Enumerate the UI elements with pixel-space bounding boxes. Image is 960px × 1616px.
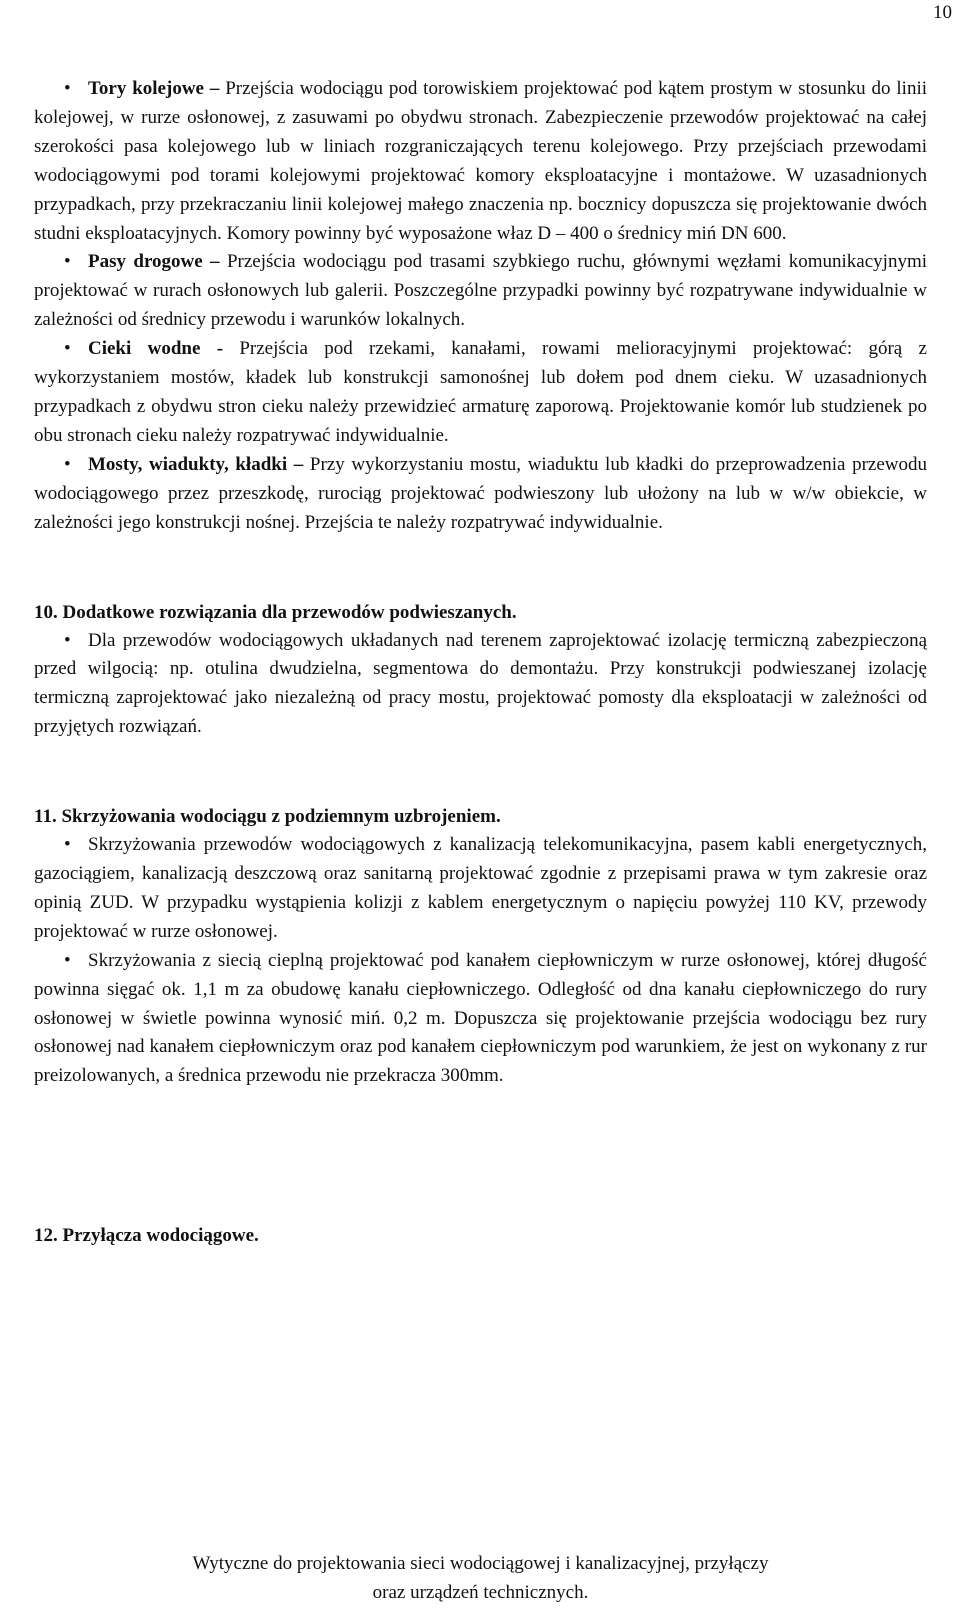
bullet-icon: • — [64, 453, 71, 475]
bullet-icon: • — [64, 78, 71, 99]
bullet-paragraph-10-1 — [34, 627, 927, 743]
bullet-paragraph-pasy — [34, 248, 927, 335]
lead-term: Mosty, wiadukty, kładki – — [88, 453, 310, 475]
footer — [34, 1549, 927, 1607]
section-heading-11: 11. Skrzyżowania wodociągu z podziemnym uzbrojeniem. — [34, 806, 501, 828]
section-heading-12: 12. Przyłącza wodociągowe. — [34, 1225, 259, 1247]
paragraph-text: Przejścia wodociągu pod torowiskiem projektować pod kątem prostym w stosunku do linii kolejowej, w rurze osłonowej, z zasuwami po obydwu stronach. Zabezpieczenie przewodów projektować na całej szerokości pasa kolejowego lub w liniach rozgraniczających terenu kolejowego. Przy przejściach przewodami wodociągowymi pod torami kolejowymi projektować komory eksploatacyjne i montażowe. W uzasadnionych przypadkach, przy przekraczaniu linii kolejowej małego znaczenia np. bocznicy dopuszcza się projektowanie dwóch studni eksploatacyjnych. Komory powinny być wyposażone właz D – 400 o średnicy miń DN 600. — [34, 78, 928, 244]
paragraph-text: Przy wykorzystaniu mostu, wiaduktu lub kładki do przeprowadzenia przewodu wodociągowego przez przeszkodę, rurociąg projektować podwieszony lub ułożony na lub w w/w obiekcie, w zależności jego konstrukcji nośnej. Przejścia te należy rozpatrywać indywidualnie. — [34, 453, 928, 533]
document-body — [34, 75, 927, 1250]
lead-term: Tory kolejowe – — [88, 78, 226, 99]
bullet-paragraph-11-2 — [34, 947, 927, 1092]
bullet-icon: • — [64, 834, 71, 856]
lead-term: Pasy drogowe – — [88, 251, 227, 273]
footer-line-2: oraz urządzeń technicznych. — [372, 1582, 589, 1603]
bullet-paragraph-cieki — [34, 335, 927, 451]
paragraph-text: Przejścia wodociągu pod trasami szybkiego ruchu, głównymi węzłami komunikacyjnymi projektować w rurach osłonowych lub galerii. Poszczególne przypadki powinny być rozpatrywane indywidualnie w zależności od średnicy przewodu i warunków lokalnych. — [34, 251, 928, 331]
bullet-paragraph-11-1 — [34, 831, 927, 947]
bullet-paragraph-tory — [34, 75, 927, 248]
lead-term: Cieki wodne - — [88, 338, 240, 360]
paragraph-text: Skrzyżowania przewodów wodociągowych z kanalizacją telekomunikacyjna, pasem kabli energetycznych, gazociągiem, kanalizacją deszczową oraz sanitarną projektować zgodnie z przepisami prawa w tym zakresie oraz opinią ZUD. W przypadku wystąpienia kolizji z kablem energetycznym o napięciu powyżej 110 KV, przewody projektować w rurze osłonowej. — [34, 834, 927, 942]
paragraph-text: Przejścia pod rzekami, kanałami, rowami melioracyjnymi projektować: górą z wykorzystaniem mostów, kładek lub konstrukcji samonośnej lub dołem pod dnem cieku. W uzasadnionych przypadkach z obydwu stron cieku należy przewidzieć armaturę zaporową. Projektowanie komór lub studzienek po obu stronach cieku należy rozpatrywać indywidualnie. — [34, 338, 927, 446]
section-heading-10: 10. Dodatkowe rozwiązania dla przewodów podwieszanych. — [34, 601, 517, 623]
footer-line-1: Wytyczne do projektowania sieci wodociągowej i kanalizacyjnej, przyłączy — [192, 1553, 769, 1574]
bullet-paragraph-mosty — [34, 451, 927, 538]
page-number: 10 — [933, 2, 952, 23]
bullet-icon: • — [64, 949, 71, 971]
paragraph-text: Dla przewodów wodociągowych układanych nad terenem zaprojektować izolację termiczną zabezpieczoną przed wilgocią: np. otulina dwudzielna, segmentowa do demontażu. Przy konstrukcji podwieszanej izolację termiczną zaprojektować jako niezależną od pracy mostu, projektować pomosty dla eksploatacji w zależności od przyjętych rozwiązań. — [34, 629, 927, 738]
bullet-icon: • — [64, 338, 71, 360]
bullet-icon: • — [64, 629, 71, 651]
bullet-icon: • — [64, 251, 71, 273]
paragraph-text: Skrzyżowania z siecią cieplną projektować pod kanałem ciepłowniczym w rurze osłonowej, której długość powinna sięgać ok. 1,1 m za obudowę kanału ciepłowniczego. Odległość od dna kanału ciepłowniczego do rury osłonowej w świetle powinna wynosić miń. 0,2 m. Dopuszcza się projektowanie przejścia wodociągu bez rury osłonowej nad kanałem ciepłowniczym oraz pod kanałem ciepłowniczym pod warunkiem, że jest on wykonany z rur preizolowanych, a średnica przewodu nie przekracza 300mm. — [34, 949, 927, 1087]
